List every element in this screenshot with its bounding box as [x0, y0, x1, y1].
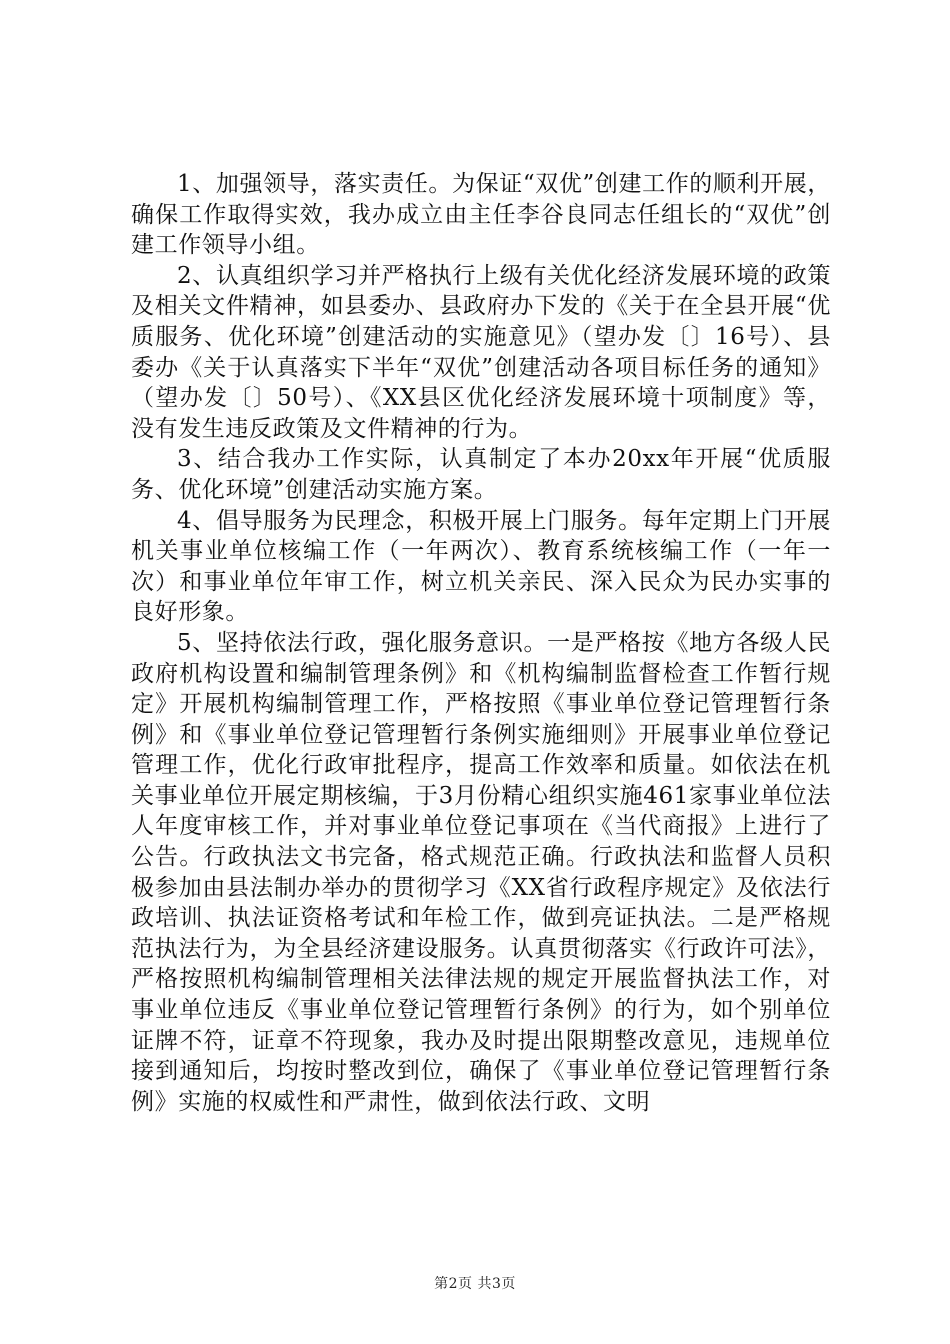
page-number-footer: 第2页 共3页 — [434, 1276, 516, 1292]
paragraph-4: 4、倡导服务为民理念，积极开展上门服务。每年定期上门开展机关事业单位核编工作（一年两次）、教育系统核编工作（一年一次）和事业单位年审工作，树立机关亲民、深入民众为民办实事的良好形象。 — [131, 507, 831, 626]
paragraph-3: 3、结合我办工作实际，认真制定了本办20xx年开展“优质服务、优化环境”创建活动实施方案。 — [131, 446, 831, 503]
paragraph-2: 2、认真组织学习并严格执行上级有关优化经济发展环境的政策及相关文件精神，如县委办、县政府办下发的《关于在全县开展“优质服务、优化环境”创建活动的实施意见》（望办发〔〕16号）、县委办《关于认真落实下半年“双优”创建活动各项目标任务的通知》（望办发〔〕50号）、《XX县区优化经济发展环境十项制度》等，没有发生违反政策及文件精神的行为。 — [131, 262, 831, 442]
paragraph-5: 5、坚持依法行政，强化服务意识。一是严格按《地方各级人民政府机构设置和编制管理条例》和《机构编制监督检查工作暂行规定》开展机构编制管理工作，严格按照《事业单位登记管理暂行条例》和《事业单位登记管理暂行条例实施细则》开展事业单位登记管理工作，优化行政审批程序，提高工作效率和质量。如依法在机关事业单位开展定期核编，于3月份精心组织实施461家事业单位法人年度审核工作，并对事业单位登记事项在《当代商报》上进行了公告。行政执法文书完备，格式规范正确。行政执法和监督人员积极参加由县法制办举办的贯彻学习《XX省行政程序规定》及依法行政培训、执法证资格考试和年检工作，做到亮证执法。二是严格规范执法行为，为全县经济建设服务。认真贯彻落实《行政许可法》，严格按照机构编制管理相关法律法规的规定开展监督执法工作，对事业单位违反《事业单位登记管理暂行条例》的行为，如个别单位证牌不符，证章不符现象，我办及时提出限期整改意见，违规单位接到通知后，均按时整改到位，确保了《事业单位登记管理暂行条例》实施的权威性和严肃性，做到依法行政、文明 — [131, 629, 831, 1115]
paragraph-1: 1、加强领导，落实责任。为保证“双优”创建工作的顺利开展，确保工作取得实效，我办成立由主任李谷良同志任组长的“双优”创建工作领导小组。 — [131, 171, 831, 259]
document-body — [131, 169, 831, 1117]
